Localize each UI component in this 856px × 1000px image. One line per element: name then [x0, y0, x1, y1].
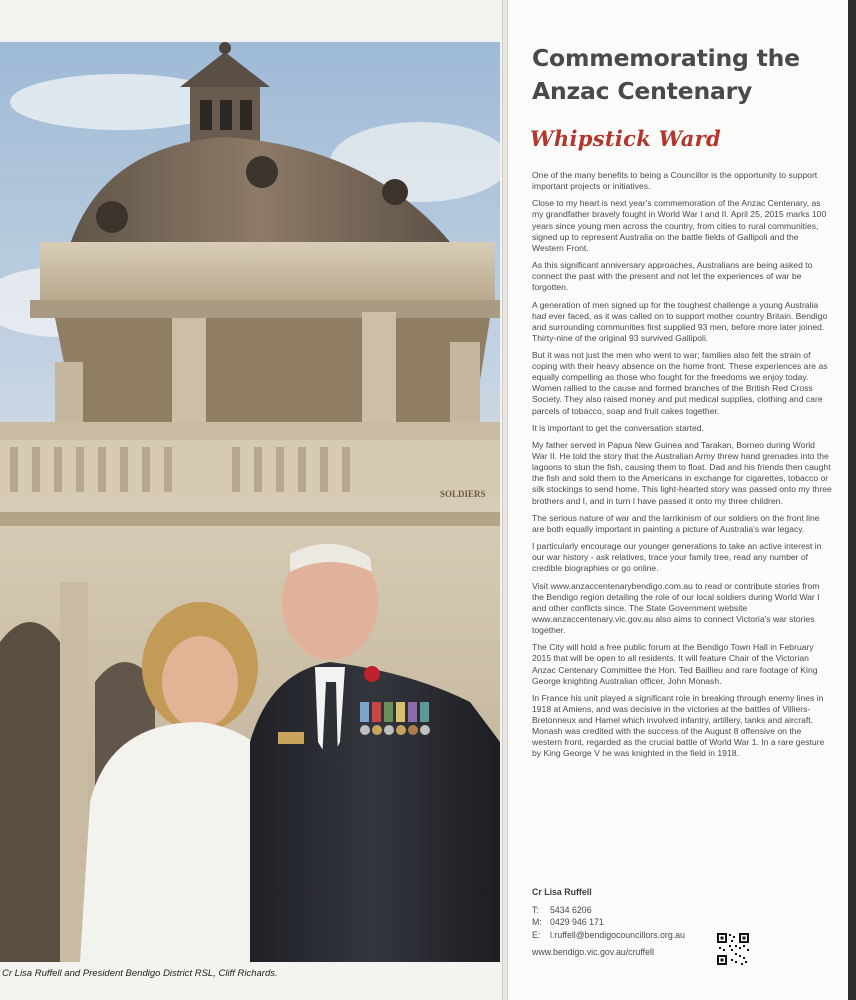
website-link: www.bendigo.vic.gov.au/cruffell: [532, 947, 654, 957]
phone-number: 5434 6206: [550, 904, 592, 915]
paragraph: A generation of men signed up for the toughest challenge a young Australia had ever faced, as it was called on to support mother country Britain. Bendigo and surrounding communities first supplied 93 men, before more later joined. Thirty-nine of the original 93 survived Gallipoli.: [532, 299, 828, 343]
paragraph: I particularly encourage our younger generations to take an active interest in our war history - ask relatives, trace your family tree, read any number of credible biographies or go online.: [532, 541, 822, 574]
ward-name: Whipstick Ward: [530, 126, 721, 151]
article-body: [532, 170, 832, 766]
signature-block: [532, 886, 832, 941]
paragraph: As this significant anniversary approaches, Australians are being asked to connect the past with the present and not let the experiences of war be forgotten.: [532, 260, 813, 293]
paragraph: My father served in Papua New Guinea and Tarakan, Borneo during World War II. He told the story that the Australian Army threw hand grenades into the lagoons to stun the fish, causing them to float. Dad and his friends then caught the fish and sold them to the Americans in exchange for cigarettes, tobacco or silk stockings to send home. This light-hearted story was passed onto my three brothers and I, and in turn I have passed it onto my three children.: [532, 440, 832, 506]
paragraph: The City will hold a free public forum at the Bendigo Town Hall in February 2015 that will be open to all residents. It will feature Chair of the Victorian Anzac Centenary Committee the Hon. Ted Baillieu and rare footage of King George knighting Australian officer, John Monash.: [532, 642, 818, 686]
phone-row: [532, 904, 832, 917]
paragraph: In France his unit played a significant role in breaking through enemy lines in 1918 at Amiens, and was decisive in the victories at the battles of Villiers-Bretonneux and Hamel which involved infantry, artillery, tanks and aircraft. Monash was credited with the success of the August 8 offensive on the western front, regarded as the crucial battle of World War 1. In a rare gesture by King George V he was knighted in the field in 1918.: [532, 692, 825, 759]
photo-caption: Cr Lisa Ruffell and President Bendigo District RSL, Cliff Richards.: [2, 968, 278, 979]
photo-illustration: [0, 42, 500, 962]
scan-edge: [848, 0, 856, 1000]
paragraph: It is important to get the conversation started.: [532, 422, 704, 433]
mobile-number: 0429 946 171: [550, 917, 604, 927]
paragraph: One of the many benefits to being a Councillor is the opportunity to support important projects or initiatives.: [532, 170, 818, 192]
email-row: [532, 929, 832, 942]
paragraph: Close to my heart is next year's commemoration of the Anzac Centenary, as my grandfather bravely fought in World War I and II. April 25, 2015 marks 100 years since young men across the country, from cities to rural communities, signed up to represent Australia on the battle fields of Gallipoli and the Western Front.: [532, 198, 827, 253]
email-address: l.ruffell@bendigocouncillors.org.au: [550, 929, 685, 940]
qr-code-icon: [716, 932, 750, 966]
building-inscription: SOLDIERS: [440, 489, 486, 499]
paragraph: But it was not just the men who went to war; families also felt the strain of coping with their heavy absence on the home front. These experiences are as equally compelling as those who fought for the freedoms we enjoy today. Women rallied to the cause and formed branches of the British Red Cross Society. They also raised money and put medical supplies, clothing and care parcels of tobacco, soap and fruit cakes together.: [532, 350, 828, 416]
councillor-name: Cr Lisa Ruffell: [532, 887, 592, 897]
paragraph: The serious nature of war and the larrikinism of our soldiers on the front line are both equally important in painting a picture of Australia's war legacy.: [532, 512, 820, 534]
email-label: E:: [532, 929, 541, 940]
phone-label: T:: [532, 904, 539, 915]
paragraph: Visit www.anzaccentenarybendigo.com.au to read or contribute stories from the Bendigo region detailing the role of our local soldiers during World War I and other conflicts since. The State Government website www.anzaccentenary.vic.gov.au also aims to connect Victoria's war stories together.: [532, 580, 820, 636]
mobile-row: [532, 916, 832, 929]
article-headline: Commemorating the Anzac Centenary: [532, 44, 800, 105]
memorial-photo: [0, 42, 500, 962]
article-panel: [508, 0, 848, 1000]
mobile-label: M:: [532, 917, 542, 927]
